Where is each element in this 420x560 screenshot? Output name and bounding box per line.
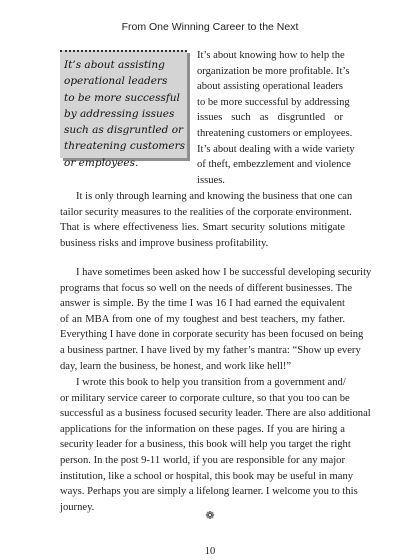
text-line: of an MBA from one of my toughest and best teachers, my father. [60, 313, 345, 325]
paragraph-intro [197, 48, 355, 188]
pull-quote-line: threatening customers [64, 140, 186, 153]
flower-ornament-icon: ❁ [205, 509, 215, 522]
text-line: It is only through learning and knowing the business that one can [76, 191, 353, 202]
paragraph-father [60, 265, 372, 374]
pull-quote-line: to be more successful [64, 91, 180, 104]
text-line: It’s about knowing how to help the [197, 50, 345, 61]
pull-quote-box [60, 50, 187, 169]
text-line: It’s about dealing with a wide variety [197, 143, 355, 155]
text-line: ways. Perhaps you are simply a lifelong learner. I welcome you to this [60, 486, 358, 498]
text-line: applications for the information on these pages. If you are hiring a [60, 423, 345, 435]
pull-quote-line: such as disgruntled or [64, 124, 184, 137]
text-line: I wrote this book to help you transition from a government and/ [76, 377, 346, 388]
text-line: security leader for a business, this book will help you target the right [60, 439, 351, 451]
text-line: of theft, embezzlement and violence [197, 159, 351, 171]
pull-quote-line: It’s about assisting [64, 59, 165, 71]
paragraph-learning [60, 189, 353, 251]
running-head: From One Winning Career to the Next [121, 21, 299, 33]
text-line: about assisting operational leaders [197, 81, 343, 93]
text-line: person. In the post 9-11 world, if you are responsible for any major [60, 454, 345, 466]
text-line: answer is simple. By the time I was 16 I had earned the equivalent [60, 298, 345, 310]
text-line: to be more successful by addressing [197, 96, 350, 108]
pull-quote-line: or employees. [64, 156, 139, 169]
text-line: a business partner. I have lived by my father’s mantra: “Show up every [60, 344, 361, 356]
pull-quote-line: operational leaders [64, 75, 168, 88]
text-line: business risks and improve business profitability. [60, 237, 269, 249]
text-line: issues such as disgruntled or [197, 112, 343, 124]
text-line: day, learn the business, be honest, and work like hell!” [60, 360, 292, 372]
text-line: successful as a business focused security leader. There are also additional [60, 408, 371, 420]
text-line: Everything I have done in corporate security has been focused on being [60, 329, 364, 341]
text-line: institution, like a school or hospital, this book may be useful in many [60, 470, 354, 482]
text-line: I have sometimes been asked how I be successful developing security [76, 267, 372, 278]
text-line: journey. [60, 501, 95, 513]
pull-quote-line: by addressing issues [64, 107, 175, 120]
text-line: threatening customers or employees. [197, 127, 353, 139]
text-line: That is where effectiveness lies. Smart security solutions mitigate [60, 222, 345, 234]
paragraph-purpose [60, 375, 371, 515]
page-number: 10 [204, 546, 216, 557]
text-line: organization be more profitable. It’s [197, 65, 350, 77]
text-line: programs that focus so well on the needs of different businesses. The [60, 282, 353, 294]
text-line: or military service career to corporate culture, so that you too can be [60, 392, 350, 404]
text-line: tailor security measures to the realities of the corporate environment. [60, 206, 352, 218]
text-line: issues. [197, 174, 225, 186]
